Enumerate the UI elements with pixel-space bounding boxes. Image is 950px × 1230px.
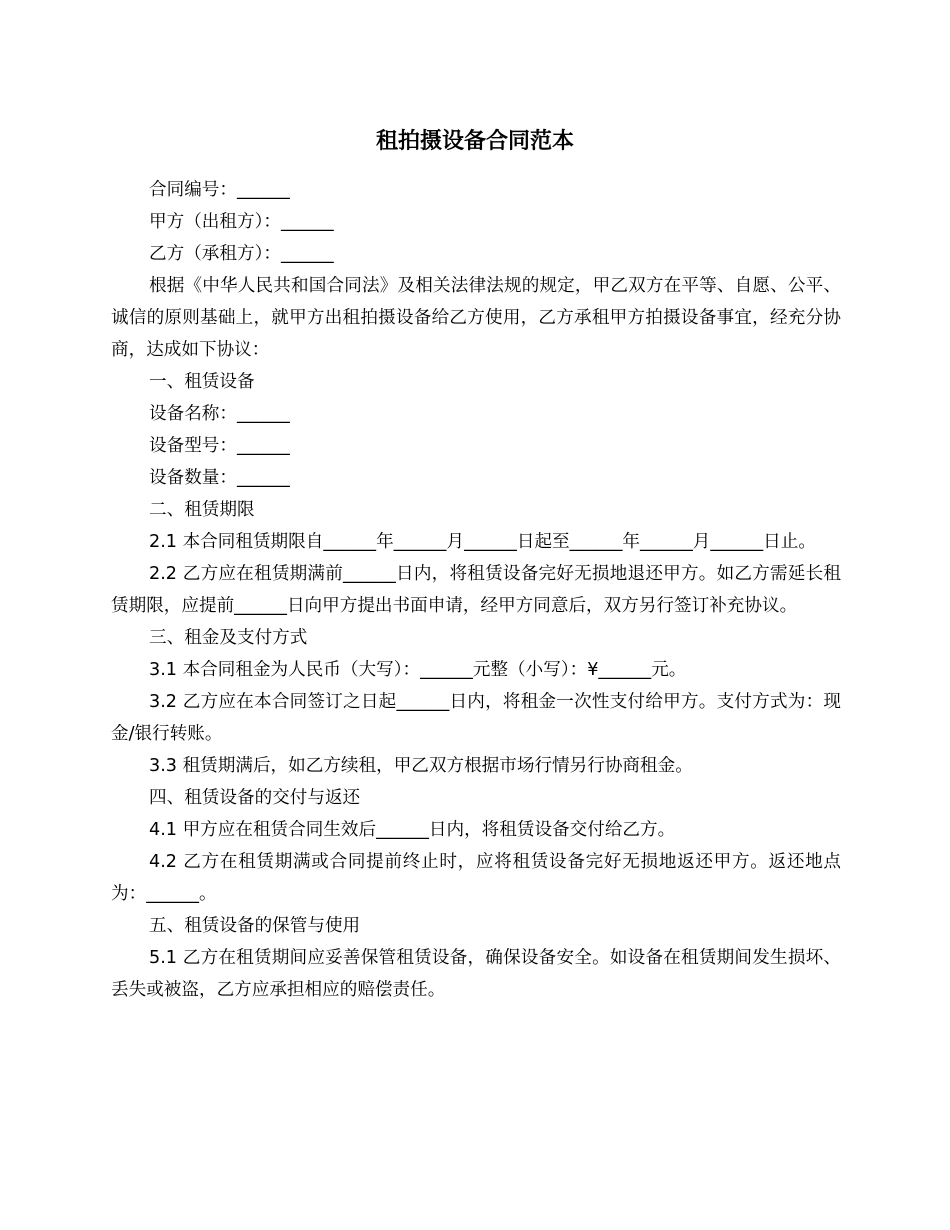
clause-3-1: 3.1 本合同租金为人民币（大写）：______元整（小写）：¥______元。	[149, 660, 687, 680]
contract-number-line: 合同编号：______	[149, 180, 290, 200]
clause-4-2: 4.2 乙方在租赁期满或合同提前终止时，应将租赁设备完好无损地返还甲方。返还地点为：______。	[111, 852, 841, 904]
section-heading-1: 一、租赁设备	[149, 372, 255, 392]
document-title: 租拍摄设备合同范本	[375, 129, 574, 154]
clause-5-1: 5.1 乙方在租赁期间应妥善保管租赁设备，确保设备安全。如设备在租赁期间发生损坏、丢失或被盗，乙方应承担相应的赔偿责任。	[111, 948, 841, 1000]
equipment-quantity-line: 设备数量：______	[149, 468, 290, 488]
clause-2-1: 2.1 本合同租赁期限自______年______月______日起至______年______月______日止。	[149, 532, 816, 552]
party-b-line: 乙方（承租方）：______	[149, 244, 334, 264]
clause-3-3: 3.3 租赁期满后，如乙方续租，甲乙双方根据市场行情另行协商租金。	[149, 756, 693, 776]
equipment-model-line: 设备型号：______	[149, 436, 290, 456]
clause-2-2: 2.2 乙方应在租赁期满前______日内，将租赁设备完好无损地退还甲方。如乙方需延长租赁期限，应提前______日向甲方提出书面申请，经甲方同意后，双方另行签订补充协议。	[111, 564, 841, 616]
clause-3-2: 3.2 乙方应在本合同签订之日起______日内，将租金一次性支付给甲方。支付方式为：现金/银行转账。	[111, 692, 841, 744]
section-heading-2: 二、租赁期限	[149, 500, 255, 520]
clause-4-1: 4.1 甲方应在租赁合同生效后______日内，将租赁设备交付给乙方。	[149, 820, 676, 840]
section-heading-4: 四、租赁设备的交付与返还	[149, 788, 361, 808]
party-a-line: 甲方（出租方）：______	[149, 212, 334, 232]
preamble-paragraph: 根据《中华人民共和国合同法》及相关法律法规的规定，甲乙双方在平等、自愿、公平、诚信的原则基础上，就甲方出租拍摄设备给乙方使用，乙方承租甲方拍摄设备事宜，经充分协商，达成如下协议：	[111, 276, 841, 360]
document-body	[111, 174, 841, 1006]
equipment-name-line: 设备名称：______	[149, 404, 290, 424]
section-heading-3: 三、租金及支付方式	[149, 628, 308, 648]
section-heading-5: 五、租赁设备的保管与使用	[149, 916, 361, 936]
